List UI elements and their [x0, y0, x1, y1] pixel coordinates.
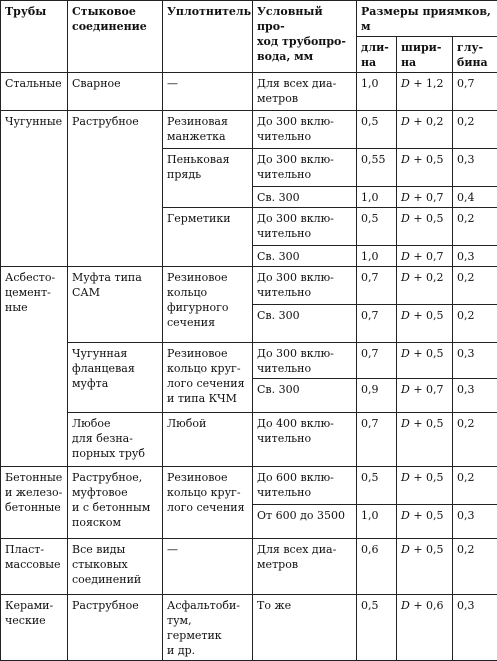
width-addend: + 0,5 — [413, 543, 443, 556]
depth-cell: 0,3 — [453, 505, 497, 539]
diameter-cell: До 300 вклю- чительно — [253, 208, 357, 246]
seal-cell: Герметики — [163, 208, 253, 267]
width-symbol: D — [401, 191, 410, 204]
table-row — [1, 267, 497, 305]
width-cell — [397, 305, 453, 343]
joint-cell: Чугунная фланцевая муфта — [68, 343, 163, 413]
table-row — [1, 111, 497, 149]
header-joint: Стыковое соединение — [68, 1, 163, 73]
width-addend: + 0,7 — [413, 383, 443, 396]
diameter-cell: Для всех диа- метров — [253, 539, 357, 595]
seal-cell: Резиновое кольцо фигурного сечения — [163, 267, 253, 343]
joint-cell: Любое для безна- порных труб — [68, 413, 163, 467]
width-symbol: D — [401, 115, 410, 128]
width-symbol: D — [401, 383, 410, 396]
diameter-cell: До 300 вклю- чительно — [253, 149, 357, 187]
width-addend: + 1,2 — [413, 77, 443, 90]
width-addend: + 0,2 — [413, 115, 443, 128]
pipe-type-cell: Чугунные — [1, 111, 68, 267]
table-row — [1, 343, 497, 379]
diameter-cell: Св. 300 — [253, 379, 357, 413]
pipe-type-cell: Бетонные и железо- бетонные — [1, 467, 68, 539]
seal-cell: Резиновая манжетка — [163, 111, 253, 149]
width-cell — [397, 111, 453, 149]
width-cell — [397, 467, 453, 505]
length-cell: 0,5 — [357, 467, 397, 505]
width-addend: + 0,5 — [413, 309, 443, 322]
header-length: дли- на — [357, 37, 397, 73]
width-symbol: D — [401, 347, 410, 360]
seal-cell: Пеньковая прядь — [163, 149, 253, 208]
width-symbol: D — [401, 543, 410, 556]
width-cell — [397, 413, 453, 467]
depth-cell: 0,3 — [453, 343, 497, 379]
width-symbol: D — [401, 417, 410, 430]
depth-cell: 0,2 — [453, 467, 497, 505]
width-cell — [397, 149, 453, 187]
table-row — [1, 467, 497, 505]
diameter-cell: От 600 до 3500 — [253, 505, 357, 539]
width-addend: + 0,6 — [413, 599, 443, 612]
pipe-type-cell: Стальные — [1, 73, 68, 111]
depth-cell: 0,3 — [453, 149, 497, 187]
length-cell: 0,7 — [357, 267, 397, 305]
diameter-cell: До 300 вклю- чительно — [253, 267, 357, 305]
diameter-cell: До 300 вклю- чительно — [253, 343, 357, 379]
table-row — [1, 595, 497, 661]
width-addend: + 0,5 — [413, 471, 443, 484]
length-cell: 0,5 — [357, 595, 397, 661]
table-row — [1, 539, 497, 595]
width-addend: + 0,7 — [413, 191, 443, 204]
length-cell: 1,0 — [357, 187, 397, 208]
pipe-type-cell: Пласт- массовые — [1, 539, 68, 595]
diameter-cell: Св. 300 — [253, 305, 357, 343]
width-cell — [397, 379, 453, 413]
depth-cell: 0,3 — [453, 246, 497, 267]
joint-cell: Раструбное — [68, 595, 163, 661]
depth-cell: 0,4 — [453, 187, 497, 208]
header-pit-sizes: Размеры приямков, м — [357, 1, 497, 37]
pipe-type-cell: Керами- ческие — [1, 595, 68, 661]
joint-cell: Все виды стыковых соединений — [68, 539, 163, 595]
length-cell: 0,6 — [357, 539, 397, 595]
width-cell — [397, 187, 453, 208]
length-cell: 0,9 — [357, 379, 397, 413]
table-row — [1, 413, 497, 467]
width-symbol: D — [401, 250, 410, 263]
joint-cell: Муфта типа САМ — [68, 267, 163, 343]
width-symbol: D — [401, 153, 410, 166]
joint-cell: Раструбное — [68, 111, 163, 267]
diameter-cell: Св. 300 — [253, 246, 357, 267]
pipe-type-cell: Асбесто- цемент- ные — [1, 267, 68, 467]
width-symbol: D — [401, 309, 410, 322]
width-cell — [397, 505, 453, 539]
seal-cell: Любой — [163, 413, 253, 467]
width-addend: + 0,7 — [413, 250, 443, 263]
width-symbol: D — [401, 599, 410, 612]
depth-cell: 0,2 — [453, 305, 497, 343]
width-addend: + 0,5 — [413, 153, 443, 166]
depth-cell: 0,7 — [453, 73, 497, 111]
width-cell — [397, 208, 453, 246]
length-cell: 1,0 — [357, 246, 397, 267]
diameter-cell: До 600 вклю- чительно — [253, 467, 357, 505]
joint-cell: Сварное — [68, 73, 163, 111]
width-cell — [397, 595, 453, 661]
width-symbol: D — [401, 271, 410, 284]
header-depth: глу- бина — [453, 37, 497, 73]
width-addend: + 0,2 — [413, 271, 443, 284]
header-pipes: Трубы — [1, 1, 68, 73]
seal-cell: Асфальтоби- тум, герметик и др. — [163, 595, 253, 661]
width-addend: + 0,5 — [413, 417, 443, 430]
table-row — [1, 73, 497, 111]
diameter-cell: Св. 300 — [253, 187, 357, 208]
width-addend: + 0,5 — [413, 212, 443, 225]
length-cell: 1,0 — [357, 505, 397, 539]
depth-cell: 0,3 — [453, 595, 497, 661]
seal-cell: — — [163, 539, 253, 595]
seal-cell: — — [163, 73, 253, 111]
header-seal: Уплотнитель — [163, 1, 253, 73]
diameter-cell: Для всех диа- метров — [253, 73, 357, 111]
length-cell: 0,5 — [357, 208, 397, 246]
width-symbol: D — [401, 471, 410, 484]
depth-cell: 0,2 — [453, 208, 497, 246]
length-cell: 0,7 — [357, 413, 397, 467]
seal-cell: Резиновое кольцо круг- лого сечения — [163, 467, 253, 539]
header-width: шири- на — [397, 37, 453, 73]
width-cell — [397, 246, 453, 267]
length-cell: 0,55 — [357, 149, 397, 187]
width-symbol: D — [401, 77, 410, 90]
length-cell: 0,7 — [357, 305, 397, 343]
length-cell: 0,7 — [357, 343, 397, 379]
width-cell — [397, 73, 453, 111]
seal-cell: Резиновое кольцо круг- лого сечения и типа КЧМ — [163, 343, 253, 413]
width-cell — [397, 267, 453, 305]
diameter-cell: До 300 вклю- чительно — [253, 111, 357, 149]
depth-cell: 0,2 — [453, 413, 497, 467]
header-passage: Условный про- ход трубопро- вода, мм — [253, 1, 357, 73]
width-addend: + 0,5 — [413, 347, 443, 360]
width-addend: + 0,5 — [413, 509, 443, 522]
depth-cell: 0,2 — [453, 267, 497, 305]
length-cell: 1,0 — [357, 73, 397, 111]
width-symbol: D — [401, 212, 410, 225]
depth-cell: 0,2 — [453, 539, 497, 595]
length-cell: 0,5 — [357, 111, 397, 149]
width-symbol: D — [401, 509, 410, 522]
width-cell — [397, 539, 453, 595]
diameter-cell: То же — [253, 595, 357, 661]
joint-cell: Раструбное, муфтовое и с бетонным пояском — [68, 467, 163, 539]
depth-cell: 0,3 — [453, 379, 497, 413]
width-cell — [397, 343, 453, 379]
diameter-cell: До 400 вклю- чительно — [253, 413, 357, 467]
depth-cell: 0,2 — [453, 111, 497, 149]
